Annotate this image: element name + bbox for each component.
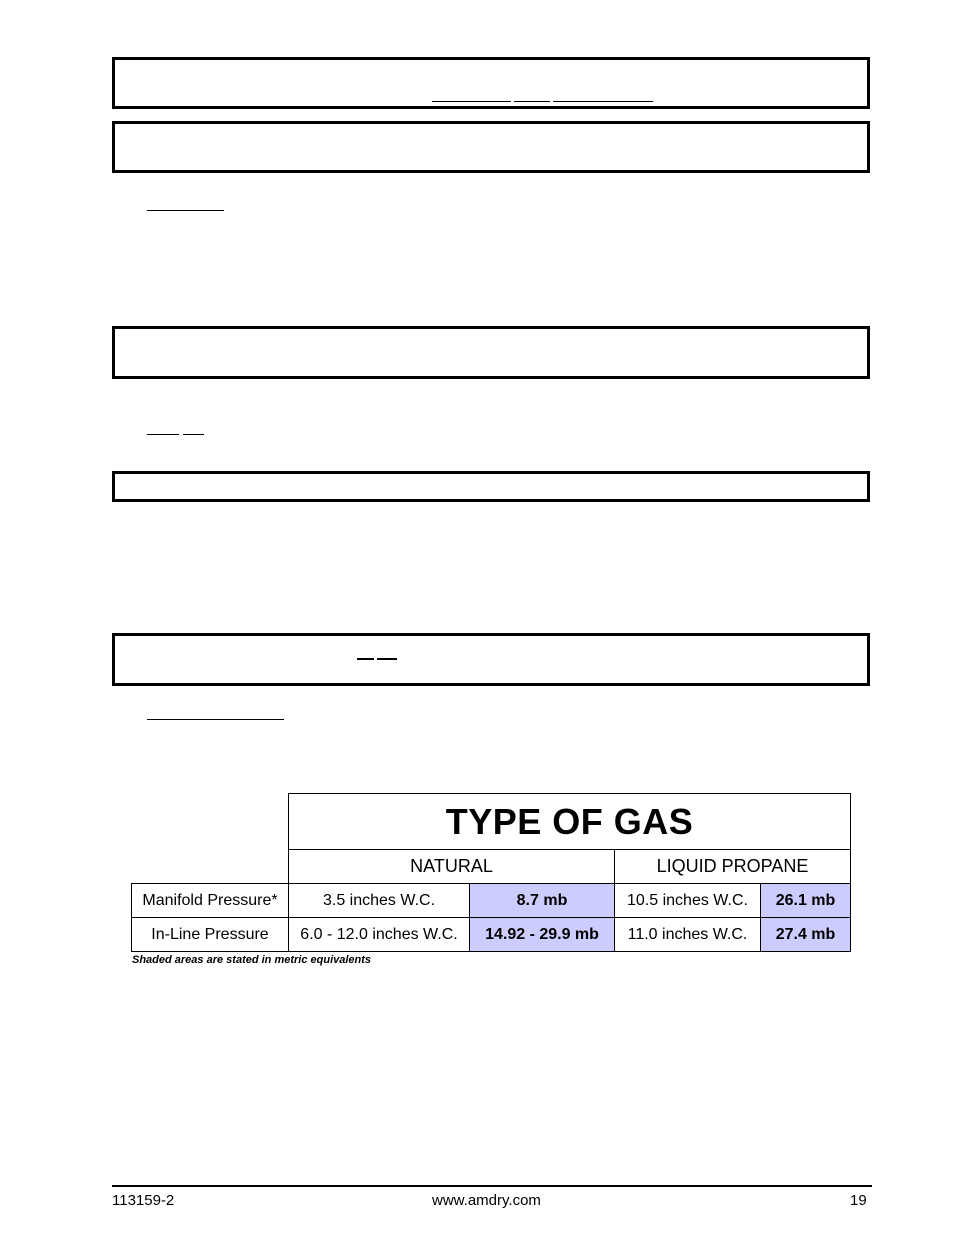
row-label: Manifold Pressure*	[132, 884, 289, 918]
row-label: In-Line Pressure	[132, 918, 289, 952]
footer-website: www.amdry.com	[432, 1192, 541, 1209]
propane-metric-value: 27.4 mb	[761, 918, 851, 952]
section-underline	[183, 434, 204, 435]
underline-mark	[432, 101, 511, 102]
heading-box-2	[112, 121, 870, 173]
gas-pressure-table	[131, 793, 851, 952]
natural-metric-value: 8.7 mb	[470, 884, 615, 918]
table-row	[132, 918, 851, 952]
underline-mark	[377, 658, 397, 660]
column-header-natural: NATURAL	[289, 850, 615, 884]
underline-mark	[553, 101, 653, 102]
footer-rule	[112, 1185, 872, 1187]
natural-metric-value: 14.92 - 29.9 mb	[470, 918, 615, 952]
footer-page-number: 19	[850, 1192, 867, 1209]
section-underline	[147, 719, 284, 720]
propane-value: 10.5 inches W.C.	[615, 884, 761, 918]
natural-value: 3.5 inches W.C.	[289, 884, 470, 918]
table-title: TYPE OF GAS	[289, 794, 851, 850]
table-row	[132, 884, 851, 918]
table-corner-blank	[132, 850, 289, 884]
propane-metric-value: 26.1 mb	[761, 884, 851, 918]
table-note: Shaded areas are stated in metric equivalents	[132, 954, 372, 966]
underline-mark	[514, 101, 550, 102]
heading-box-3	[112, 326, 870, 379]
section-underline	[147, 434, 179, 435]
table-corner-blank	[132, 794, 289, 850]
heading-box-5	[112, 633, 870, 686]
heading-box-4	[112, 471, 870, 502]
footer-doc-number: 113159-2	[112, 1192, 175, 1209]
section-underline	[147, 210, 224, 211]
underline-mark	[357, 658, 374, 660]
propane-value: 11.0 inches W.C.	[615, 918, 761, 952]
column-header-liquid-propane: LIQUID PROPANE	[615, 850, 851, 884]
natural-value: 6.0 - 12.0 inches W.C.	[289, 918, 470, 952]
